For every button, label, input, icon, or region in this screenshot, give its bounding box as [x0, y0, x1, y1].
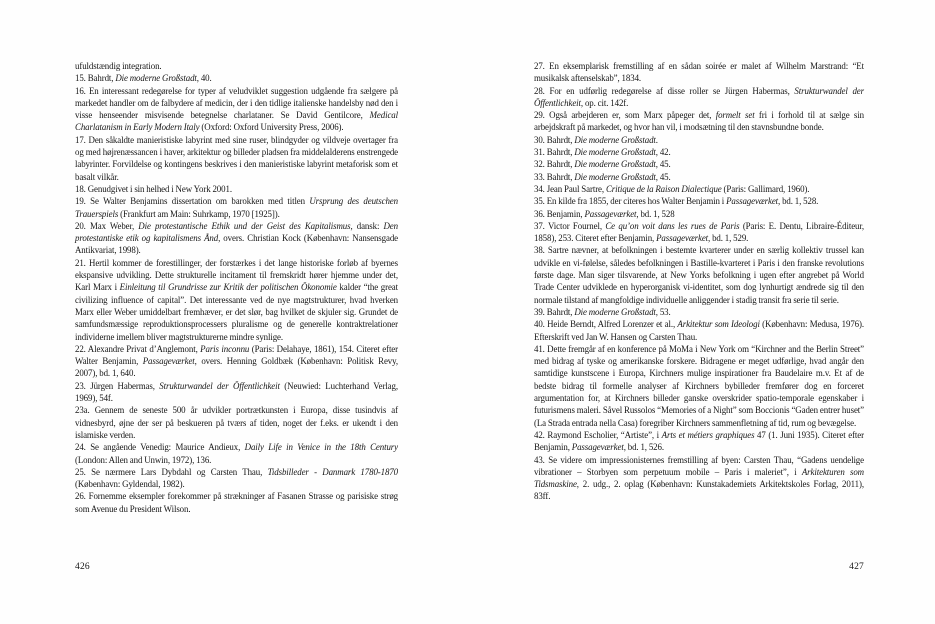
note-paragraph: 32. Bahrdt, Die moderne Großstadt, 45.: [534, 159, 671, 170]
endnotes-column-left: [75, 60, 398, 515]
note-paragraph: 41. Dette fremgår af en konference på MoMa i New York om “Kirchner and the Berlin Street” med bidrag af tyske og amerikanske forskere. Bidragene er meget udførlige, hvad angår den samtidige kunstscene i Europa, Kirchners mulige inspirationer fra Baudelaire m.v. Et af de bedste bidrag til formelle analyser af Kirchners bybilleder fremfører dog en forceret argumentation for, at Kirchners billeder ganske overskrider spatio-temporale egenskaber i futurismens maleri. Såvel Russolos “Memories of a Night” som Boccionis “Gaden entrer huset” (La Strada entrada nella Casa) foregriber Kirchners sammenfletning af tid, rum og bevægelse.: [534, 343, 864, 428]
note-paragraph: 15. Bahrdt, Die moderne Großstadt, 40.: [75, 73, 212, 84]
note-paragraph: 24. Se angående Venedig: Maurice Andieux, Daily Life in Venice in the 18th Century (London: Allen and Unwin, 1972), 136.: [75, 442, 398, 465]
note-paragraph: 30. Bahrdt, Die moderne Großstadt.: [534, 134, 658, 145]
note-paragraph: 38. Sartre nævner, at befolkningen i bestemte kvarterer under en særlig kollektiv trussel kan udvikle en vi-følelse, således befolkningen i Bastille-kvarteret i Paris i den franske revolutions første dage. Man siger tilsvarende, at New Yorks befolkning i ugen efter angrebet på World Trade Center udviklede en hyperorganisk vi-identitet, som dog lynhurtigt ændrede sig til den normale tilstand af mangfoldige individuelle anliggender i stadig transit fra serie til serie.: [534, 245, 864, 305]
note-paragraph: 33. Bahrdt, Die moderne Großstadt, 45.: [534, 171, 671, 182]
note-paragraph: 37. Victor Fournel, Ce qu’on voit dans les rues de Paris (Paris: E. Dentu, Libraire-Éditeur, 1858), 253. Citeret efter Benjamin, Passageværket, bd. 1, 529.: [534, 220, 864, 244]
note-paragraph: 22. Alexandre Privat d’Anglemont, Paris inconnu (Paris: Delahaye, 1861), 154. Citeret efter Walter Benjamin, Passageværket, overs. Henning Goldbæk (København: Politisk Revy, 2007), bd. 1, 640.: [75, 343, 399, 379]
note-paragraph: 35. En kilde fra 1855, der citeres hos Walter Benjamin i Passageværket, bd. 1, 528.: [534, 196, 819, 207]
note-paragraph: 25. Se nærmere Lars Dybdahl og Carsten Thau, Tidsbilleder - Danmark 1780-1870 (København: Gyldendal, 1982).: [75, 466, 398, 490]
note-paragraph: 39. Bahrdt, Die moderne Großstadt, 53.: [534, 306, 671, 317]
note-paragraph: 23. Jürgen Habermas, Strukturwandel der Öffentlichkeit (Neuwied: Luchterhand Verlag, 1969), 54f.: [75, 380, 398, 404]
note-paragraph: 23a. Gennem de seneste 500 år udvikler portrætkunsten i Europa, disse tusindvis af vidnesbyrd, øjne der ser på beskueren på tværs af tiden, noget der f.eks. er ukendt i den islamiske verden.: [75, 405, 398, 440]
note-paragraph: 40. Heide Berndt, Alfred Lorenzer et al., Arkitektur som Ideologi (København: Medusa, 1976). Efterskrift ved Jan W. Hansen og Carsten Thau.: [534, 319, 864, 342]
note-paragraph: 36. Benjamin, Passageværket, bd. 1, 528: [534, 208, 675, 219]
note-paragraph: 43. Se videre om impressionisternes fremstilling af byen: Carsten Thau, “Gadens uendelige vibrationer – Storbyen som perpetuum mobile – Paris i maleriet”, i Arkitekturen som Tidsmaskine, 2. udg., 2. oplag (København: Kunstakademiets Arkitektskoles Forlag, 2011), 83ff.: [534, 454, 864, 502]
note-paragraph: 18. Genudgivet i sin helhed i New York 2001.: [75, 183, 232, 194]
note-paragraph: 26. Fornemme eksempler forekommer på strækninger af Fasanen Strasse og parisiske strøg som Avenue du President Wilson.: [75, 491, 398, 514]
note-paragraph: 20. Max Weber, Die protestantische Ethik und der Geist des Kapitalismus, dansk: Den protestantiske etik og kapitalismens Ånd, overs. Christian Kock (København: Nansensgade Antikvariat, 1998).: [75, 220, 398, 256]
note-paragraph: 16. En interessant redegørelse for typer af veludviklet suggestion udgående fra sælgere på markedet handler om de falbydere af medicin, der i den tidlige italienske handelsby nød den i visse henseender misvisende betegnelse charlataner. Se David Gentilcore, Medical Charlatanism in Early Modern Italy (Oxford: Oxford University Press, 2006).: [75, 85, 398, 133]
note-paragraph: 21. Hertil kommer de forestillinger, der forstærkes i det lange historiske forløb af byernes ekspansive udvikling. Dette strukturelle incitament til fremskridt hører hjemme under det, Karl Marx i Einleitung til Grundrisse zur Kritik der politischen Ökonomie kalder “the great civilizing influence of capital”. Det interessante ved de nye magtstrukturer, hvad hverken Marx eller Weber umiddelbart fremhæver, er det slør, bag hvilket de skjuler sig. Grundet de samfundsmæssige reproduktionsprocessers pluralisme og de generelle kontraktrelationer individerne imellem bliver magtstrukturerne mindre synlige.: [75, 257, 398, 342]
note-paragraph: 42. Raymond Escholier, “Artiste”, i Arts et métiers graphiques 47 (1. Juni 1935). Citeret efter Benjamin, Passageværket, bd. 1, 526.: [534, 429, 864, 453]
note-paragraph: 29. Også arbejderen er, som Marx påpeger det, formelt set fri i forhold til at sælge sin arbejdskraft på markedet, og hvor han vil, i modsætning til den stavnsbundne bonde.: [534, 110, 864, 133]
note-paragraph: 17. Den såkaldte manieristiske labyrint med sine ruser, blindgyder og vildveje overtager fra og med højrenæssancen i haver, arkitektur og billeder pladsen fra middelalderens enstrengede labyrinter. Forvildelse og kontingens beskrives i den manieristiske labyrint metaforisk som et basalt vilkår.: [75, 134, 398, 182]
endnotes-column-right: [534, 60, 864, 503]
note-paragraph: 31. Bahrdt, Die moderne Großstadt, 42.: [534, 147, 671, 158]
note-paragraph: ufuldstændig integration.: [75, 61, 162, 71]
page-number-right: 427: [849, 562, 864, 572]
note-paragraph: 28. For en udførlig redegørelse af disse roller se Jürgen Habermas, Strukturwandel der Öffentlichkeit, op. cit. 142f.: [534, 85, 864, 108]
page-number-left: 426: [75, 562, 90, 572]
note-paragraph: 34. Jean Paul Sartre, Critique de la Raison Dialectique (Paris: Gallimard, 1960).: [534, 183, 810, 194]
note-paragraph: 19. Se Walter Benjamins dissertation om barokken med titlen Ursprung des deutschen Trauerspiels (Frankfurt am Main: Suhrkamp, 1970 [1925]).: [75, 196, 398, 219]
note-paragraph: 27. En eksemplarisk fremstilling af en sådan soirée er malet af Wilhelm Marstrand: “Et musikalsk aftenselskab”, 1834.: [534, 61, 864, 84]
